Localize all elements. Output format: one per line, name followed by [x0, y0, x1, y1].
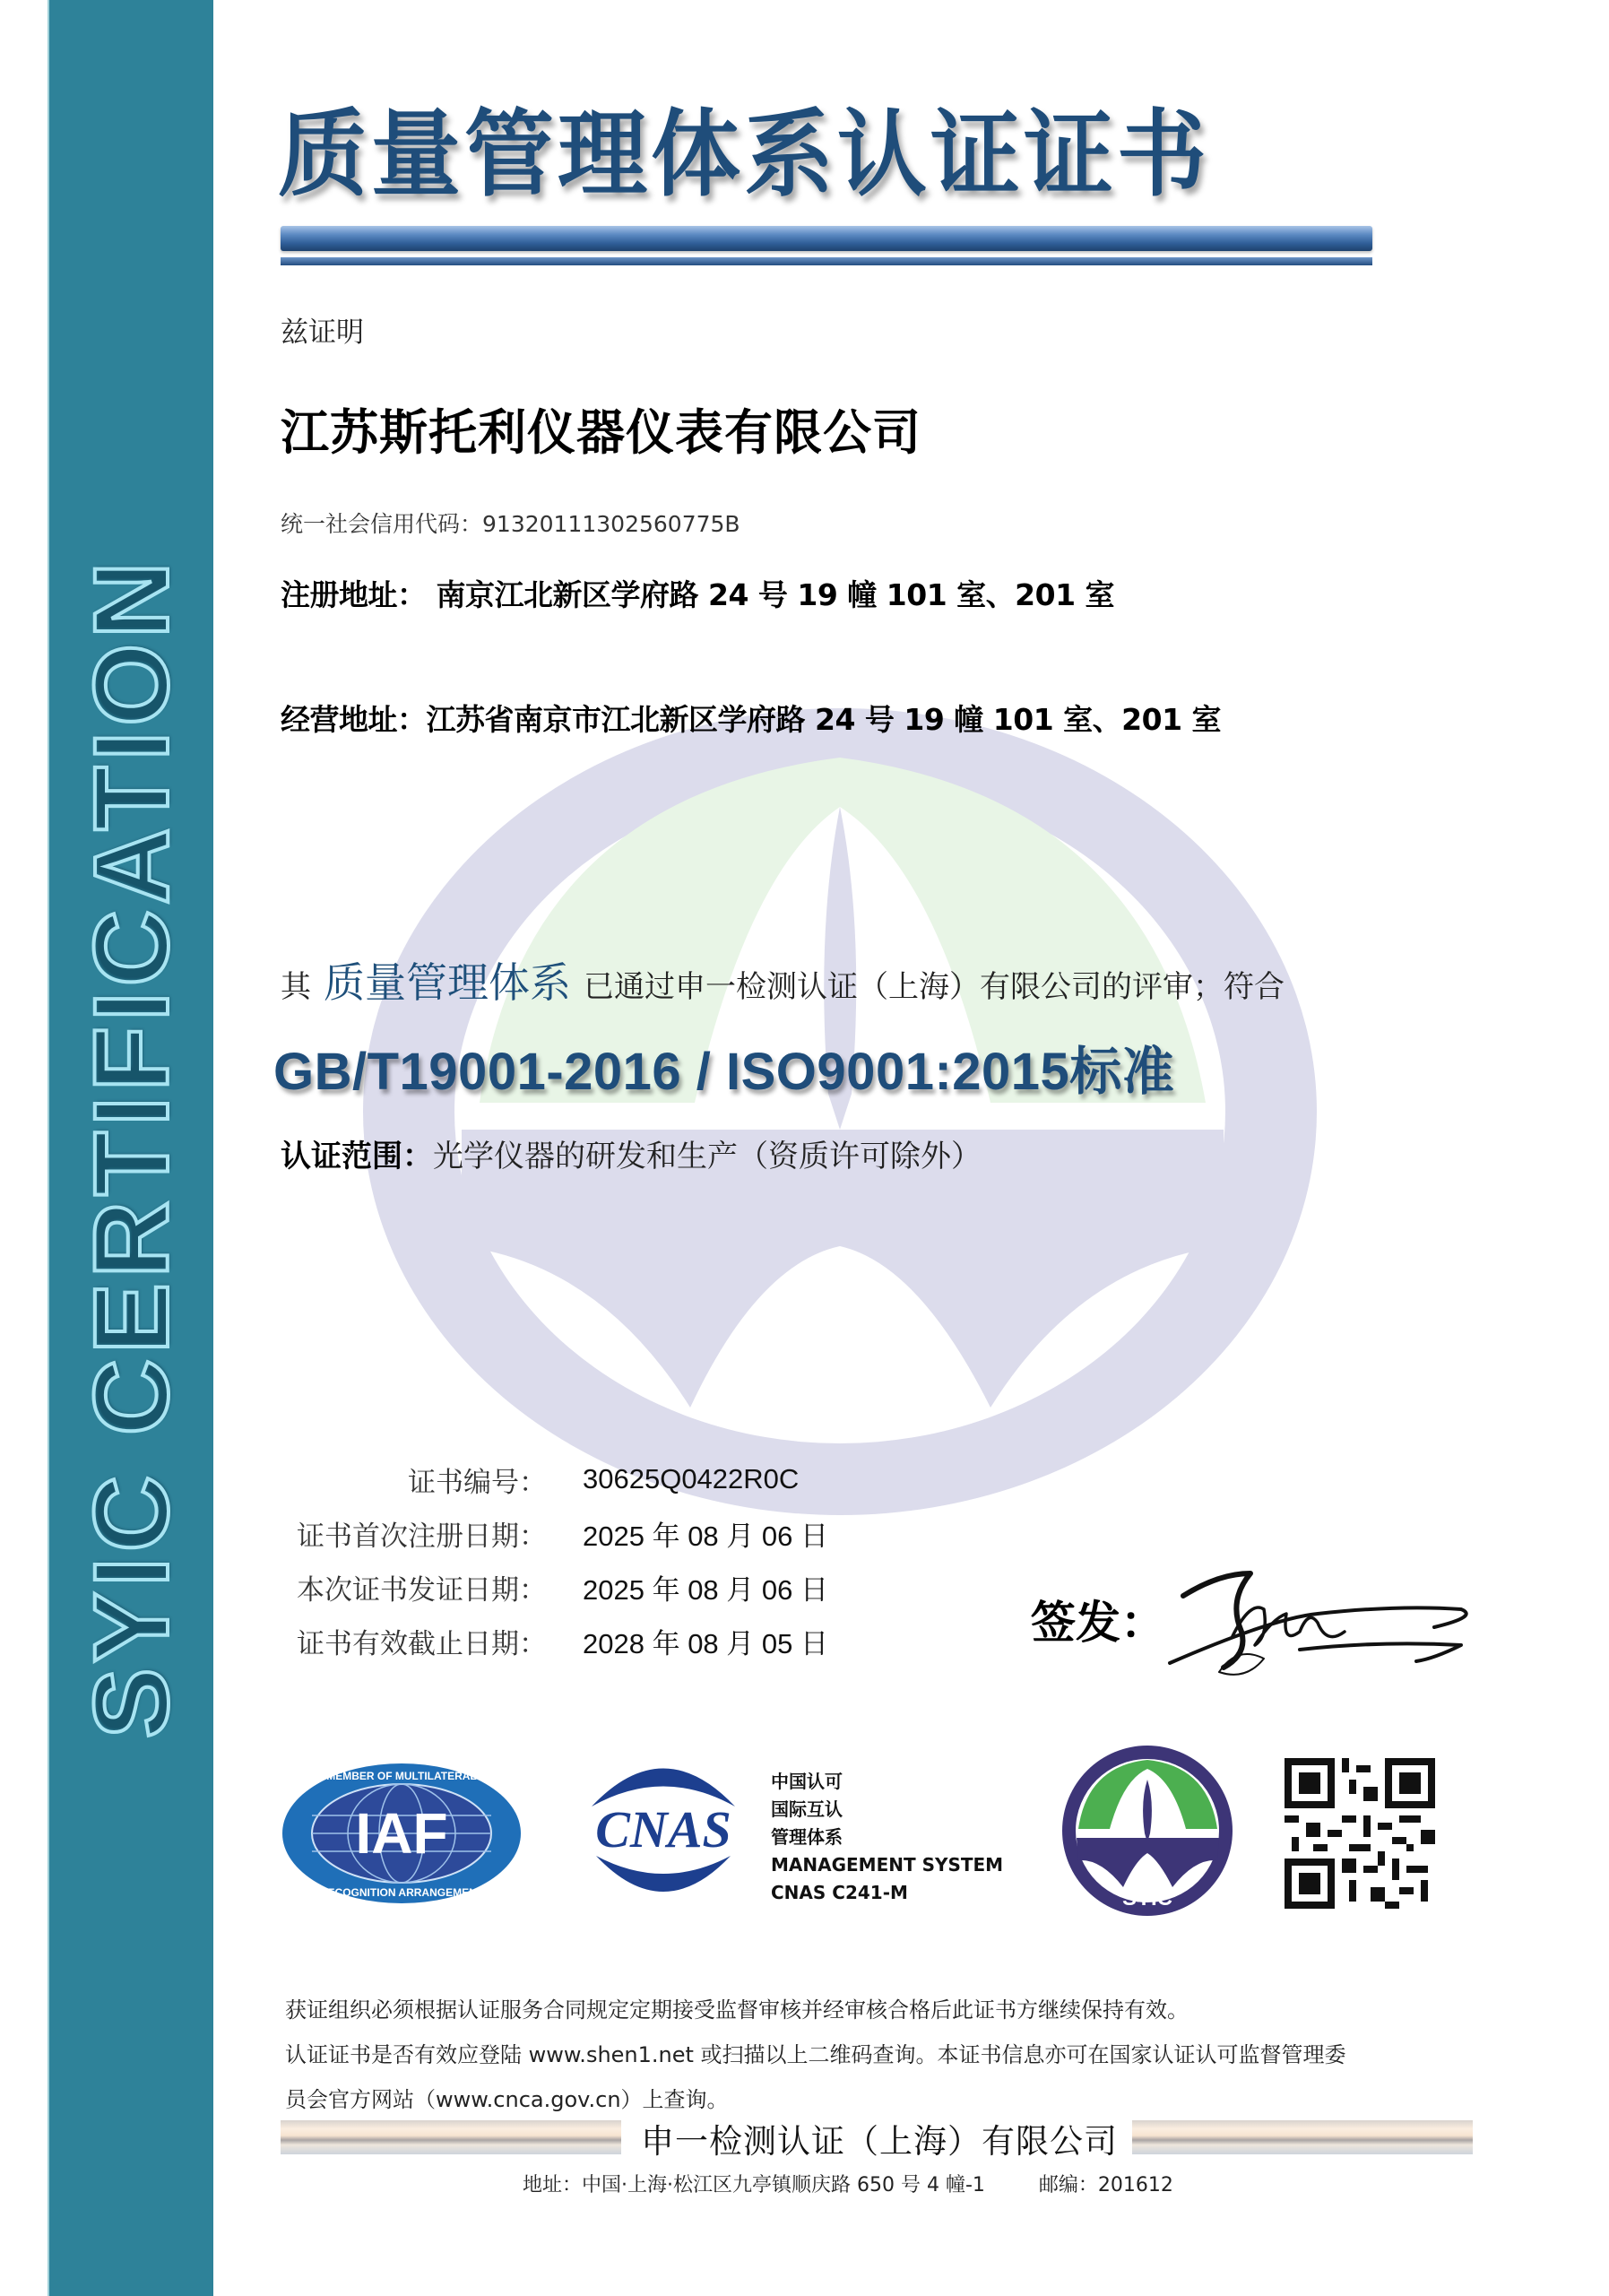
info-row-issue-date [269, 1560, 828, 1614]
standard-name: GB/T19001-2016 / ISO9001:2015标准 [273, 1043, 1175, 1101]
info-value: 2025 年 08 月 06 日 [583, 1520, 828, 1552]
verification-notice-cont: 员会官方网站（www.cnca.gov.cn）上查询。 [285, 2087, 729, 2112]
issuer-address-text: 地址：中国·上海·松江区九亭镇顺庆路 650 号 4 幢-1 [523, 2174, 985, 2196]
certification-scope [281, 1131, 982, 1175]
statement-prefix: 其 [281, 969, 311, 1005]
system-name: 质量管理体系 [324, 958, 571, 1007]
svg-text:SYIC: SYIC [1121, 1886, 1173, 1910]
syic-watermark-icon [363, 708, 1318, 1515]
info-row-first-registration [269, 1506, 828, 1560]
footer-decor-right [1132, 2120, 1473, 2154]
company-name: 江苏斯托利仪器仪表有限公司 [281, 404, 921, 461]
info-label: 本次证书发证日期： [297, 1573, 547, 1607]
iaf-logo-icon [281, 1762, 523, 1905]
info-value: 30625Q0422R0C [583, 1463, 800, 1495]
svg-text:IAF: IAF [355, 1801, 448, 1866]
syic-logo-icon [1060, 1744, 1235, 1919]
scope-label: 认证范围： [281, 1139, 433, 1174]
credit-code [281, 507, 740, 539]
certificate-title: 质量管理体系认证证书 [278, 100, 1210, 210]
title-divider-thick [281, 226, 1372, 251]
hereby-label: 兹证明 [281, 316, 364, 349]
info-label: 证书编号： [408, 1466, 547, 1499]
registered-address-value: 南京江北新区学府路 24 号 19 幢 101 室、201 室 [436, 577, 1115, 612]
credit-code-label: 统一社会信用代码： [281, 511, 483, 537]
cnas-line: 中国认可 [771, 1771, 843, 1792]
statement-suffix: 已通过申一检测认证（上海）有限公司的评审；符合 [584, 969, 1285, 1005]
registered-address-label: 注册地址： [281, 577, 427, 612]
business-address-label: 经营地址： [281, 702, 427, 737]
svg-text:RECOGNITION ARRANGEMENT: RECOGNITION ARRANGEMENT [319, 1886, 484, 1899]
certification-statement [281, 950, 1285, 1009]
svg-text:MEMBER OF MULTILATERAL: MEMBER OF MULTILATERAL [326, 1770, 477, 1782]
credit-code-value: 91320111302560775B [482, 511, 740, 537]
issuer-address [523, 2170, 1173, 2197]
validity-notice: 获证组织必须根据认证服务合同规定定期接受监督审核并经审核合格后此证书方继续保持有效。 [285, 1997, 1189, 2023]
verification-notice: 认证证书是否有效应登陆 www.shen1.net 或扫描以上二维码查询。本证书信息亦可在国家认证认可监督管理委 [285, 2042, 1346, 2067]
cnas-logo-icon [569, 1757, 757, 1901]
info-row-certificate-number [269, 1452, 828, 1506]
cnas-description [771, 1768, 1003, 1907]
qr-code-icon[interactable] [1285, 1757, 1435, 1910]
svg-text:CNAS: CNAS [595, 1800, 731, 1858]
certificate-info-table [269, 1452, 828, 1668]
side-band [48, 0, 213, 2296]
info-value: 2028 年 08 月 05 日 [583, 1627, 828, 1659]
cnas-line: CNAS C241-M [771, 1882, 908, 1903]
registered-address [281, 572, 1114, 614]
issuer-name: 申一检测认证（上海）有限公司 [641, 2122, 1118, 2161]
side-band-text: SYIC CERTIFICATION [73, 556, 191, 1739]
signature-icon [1165, 1547, 1488, 1681]
signature-label: 签发： [1031, 1597, 1165, 1649]
issuer-zip: 邮编：201612 [1038, 2174, 1173, 2196]
footer-decor-left [281, 2120, 621, 2154]
business-address [281, 697, 1221, 739]
title-divider-thin [281, 257, 1372, 265]
info-row-expiry-date [269, 1614, 828, 1668]
cnas-line: MANAGEMENT SYSTEM [771, 1854, 1004, 1876]
scope-value: 光学仪器的研发和生产（资质许可除外） [433, 1139, 982, 1174]
cnas-line: 国际互认 [771, 1798, 843, 1820]
business-address-value: 江苏省南京市江北新区学府路 24 号 19 幢 101 室、201 室 [426, 702, 1222, 737]
info-label: 证书首次注册日期： [297, 1520, 547, 1553]
info-label: 证书有效截止日期： [297, 1627, 547, 1660]
info-value: 2025 年 08 月 06 日 [583, 1573, 828, 1606]
cnas-line: 管理体系 [771, 1826, 843, 1848]
